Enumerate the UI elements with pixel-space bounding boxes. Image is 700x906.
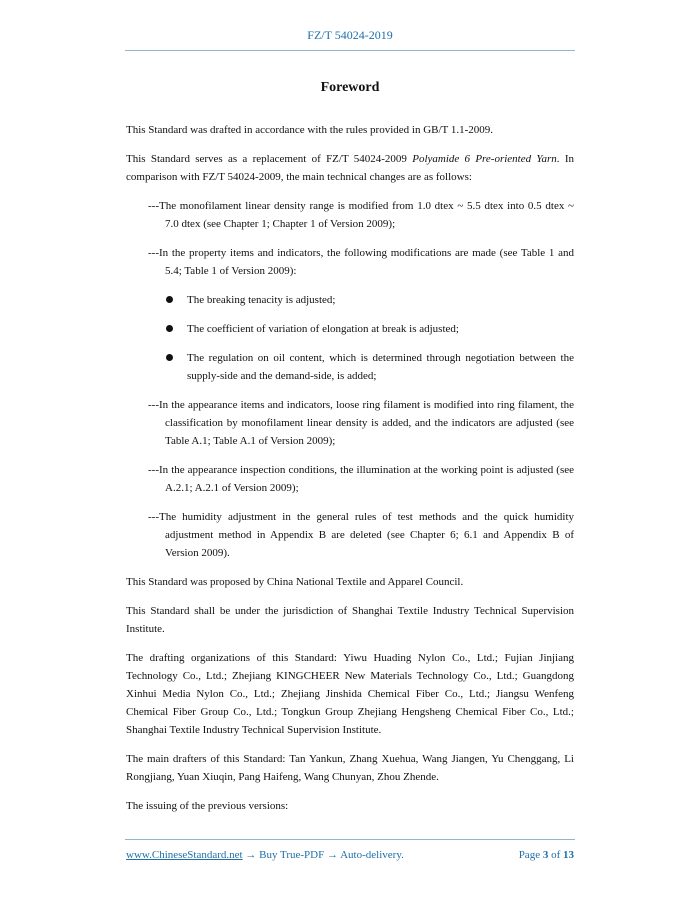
replacement-text-start: This Standard serves as a replacement of FZ/T 54024-2009 (126, 153, 413, 165)
footer-rule (125, 839, 575, 840)
paragraph-replacement (126, 150, 574, 186)
bullet-item-oil-content (126, 349, 574, 385)
bullet-text: The breaking tenacity is adjusted; (187, 294, 336, 306)
replaced-standard-title: Polyamide 6 Pre-oriented Yarn (412, 153, 557, 165)
change-item-linear-density: ---The monofilament linear density range is modified from 1.0 dtex ~ 5.5 dtex into 0.5 dtex ~ 7.0 dtex (see Chapter 1; Chapter 1 of Version 2009); (148, 200, 574, 230)
change-item-humidity-adjustment: ---The humidity adjustment in the general rules of test methods and the quick humidity adjustment method in Appendix B are deleted (see Chapter 6; 6.1 and Appendix B of Version 2009). (148, 511, 574, 559)
paragraph-jurisdiction: This Standard shall be under the jurisdiction of Shanghai Textile Industry Technical Supervision Institute. (126, 605, 574, 635)
bullet-item-breaking-tenacity (126, 291, 574, 309)
change-item-property-indicators: ---In the property items and indicators, the following modifications are made (see Table 1 and 5.4; Table 1 of Version 2009): (148, 247, 574, 277)
paragraph-proposed-by: This Standard was proposed by China National Textile and Apparel Council. (126, 576, 464, 588)
change-item-appearance-indicators: ---In the appearance items and indicators, loose ring filament is modified into ring filament, the classification by monofilament linear density is added, and the indicators are adjusted (see Table A.1; Table A.1 of Version 2009); (148, 399, 574, 447)
footer-promo (126, 849, 404, 861)
page-current: 3 (542, 849, 549, 861)
bullet-dot-icon (166, 354, 173, 361)
paragraph-previous-versions: The issuing of the previous versions: (126, 800, 289, 812)
bullet-dot-icon (166, 296, 173, 303)
replacement-text-end: . In comparison with FZ/T 54024-2009, the main technical changes are as follows: (126, 153, 574, 183)
paragraph-drafting-rules: This Standard was drafted in accordance with the rules provided in GB/T 1.1-2009. (126, 124, 493, 136)
paragraph-main-drafters: The main drafters of this Standard: Tan Yankun, Zhang Xuehua, Wang Jiangen, Yu Chenggang, Li Rongjiang, Yuan Xiuqin, Pang Haifeng, Wang Chunyan, Zhou Zhende. (126, 753, 574, 783)
promo-text: → Buy True-PDF → Auto-delivery. (242, 849, 404, 861)
bullet-item-elongation (126, 320, 574, 338)
page-label: Page (518, 849, 543, 861)
page-total: 13 (563, 849, 574, 861)
page-of: of (548, 849, 563, 861)
bullet-text: The coefficient of variation of elongation at break is adjusted; (187, 323, 459, 335)
site-link[interactable]: www.ChineseStandard.net (126, 849, 243, 861)
header-rule (125, 50, 575, 51)
change-item-inspection-conditions: ---In the appearance inspection conditions, the illumination at the working point is adjusted (see A.2.1; A.2.1 of Version 2009); (148, 464, 574, 494)
document-body (126, 121, 574, 826)
bullet-dot-icon (166, 325, 173, 332)
paragraph-drafting-organizations: The drafting organizations of this Standard: Yiwu Huading Nylon Co., Ltd.; Fujian Jinjiang Technology Co., Ltd.; Zhejiang KINGCHEER New Materials Technology Co., Ltd.; Guangdong Xinhui Media Nylon Co., Ltd.; Zhejiang Jinshida Chemical Fiber Co., Ltd.; Jiangsu Wenfeng Chemical Fiber Group Co., Ltd.; Tongkun Group Zhejiang Hengsheng Chemical Fiber Co., Ltd.; Shanghai Textile Industry Technical Supervision Institute. (126, 652, 574, 736)
page-number (519, 849, 574, 861)
page-title: Foreword (320, 80, 380, 95)
doc-code-header: FZ/T 54024-2019 (307, 28, 393, 42)
bullet-text: The regulation on oil content, which is determined through negotiation between the supply-side and the demand-side, is added; (187, 352, 574, 382)
